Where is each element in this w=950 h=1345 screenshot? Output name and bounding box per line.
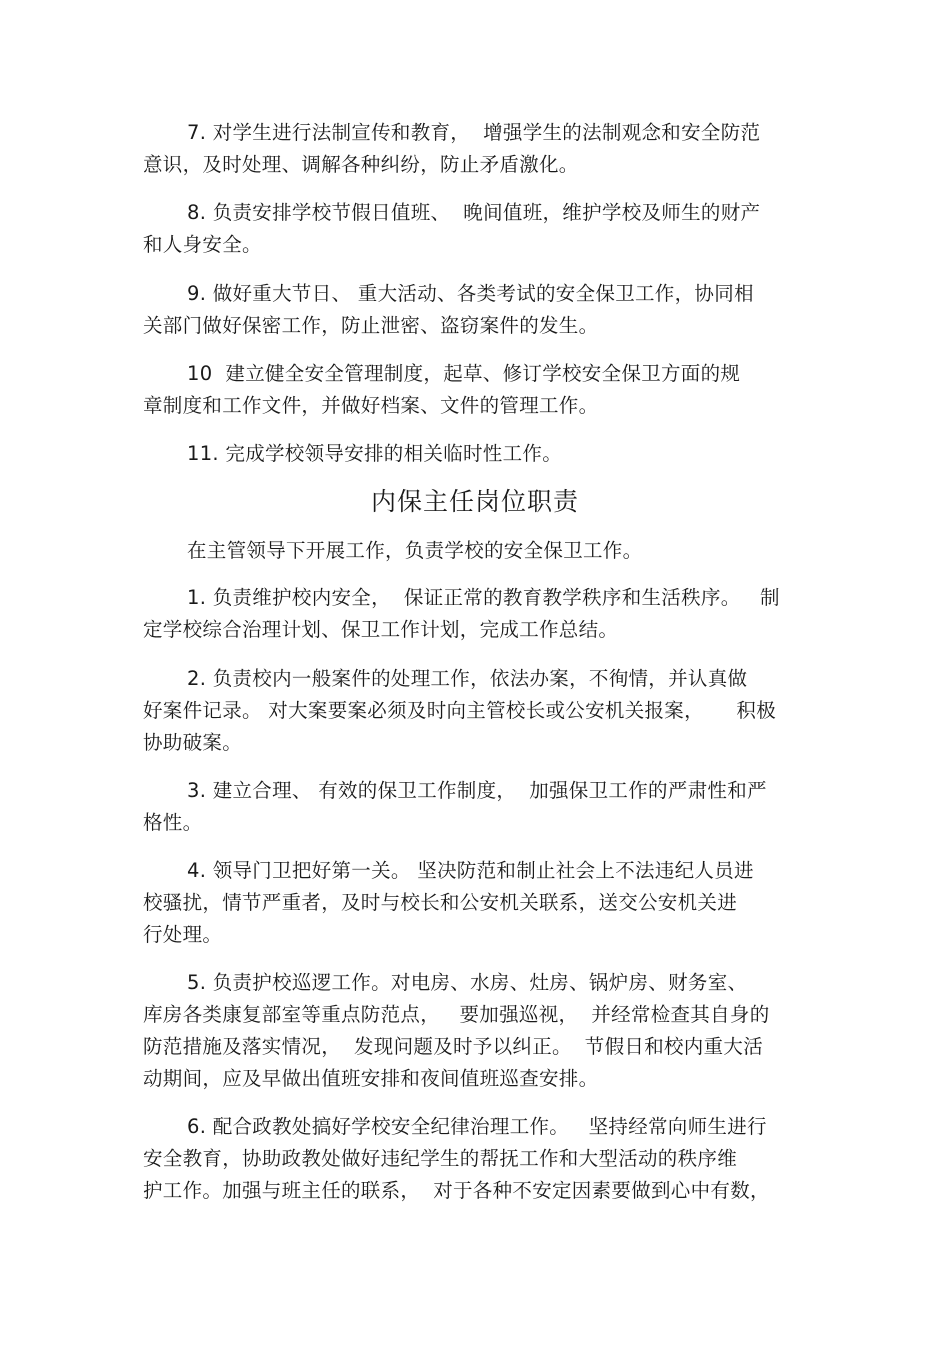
text-line: 9. 做好重大节日、 重大活动、各类考试的安全保卫工作，协同相 [187, 282, 754, 305]
paragraph-item-5 [143, 967, 813, 1095]
text-line: 3. 建立合理、 有效的保卫工作制度， 加强保卫工作的严肃性和严 [187, 779, 767, 802]
text-line: 行处理。 [143, 923, 223, 946]
paragraph-item-1 [143, 582, 813, 646]
paragraph-intro [143, 535, 813, 567]
text-line: 4. 领导门卫把好第一关。 坚决防范和制止社会上不法违纪人员进 [187, 859, 754, 882]
text-line: 10 建立健全安全管理制度，起草、修订学校安全保卫方面的规 [187, 362, 741, 385]
paragraph-item-9 [143, 278, 813, 342]
section-heading: 内保主任岗位职责 [370, 487, 579, 516]
text-line: 安全教育，协助政教处做好违纪学生的帮抚工作和大型活动的秩序维 [143, 1147, 738, 1170]
paragraph-item-10 [143, 358, 813, 422]
text-line: 定学校综合治理计划、保卫工作计划，完成工作总结。 [143, 618, 619, 641]
text-line: 校骚扰，情节严重者，及时与校长和公安机关联系，送交公安机关进 [143, 891, 738, 914]
text-line: 8. 负责安排学校节假日值班、 晚间值班，维护学校及师生的财产 [187, 201, 761, 224]
paragraph-item-2 [143, 663, 813, 759]
text-line: 章制度和工作文件，并做好档案、文件的管理工作。 [143, 394, 599, 417]
text-line: 和人身安全。 [143, 233, 262, 256]
text-line: 意识，及时处理、调解各种纠纷，防止矛盾激化。 [143, 153, 579, 176]
paragraph-item-4 [143, 855, 813, 951]
text-line: 防范措施及落实情况， 发现问题及时予以纠正。 节假日和校内重大活 [143, 1035, 763, 1058]
text-line: 库房各类康复部室等重点防范点， 要加强巡视， 并经常检查其自身的 [143, 1003, 770, 1026]
paragraph-item-3 [143, 775, 813, 839]
text-line: 协助破案。 [143, 731, 243, 754]
text-line: 好案件记录。 对大案要案必须及时向主管校长或公安机关报案， 积极 [143, 699, 776, 722]
text-line: 5. 负责护校巡逻工作。对电房、水房、灶房、锅炉房、财务室、 [187, 971, 748, 994]
paragraph-item-6 [143, 1111, 813, 1207]
text-line: 6. 配合政教处搞好学校安全纪律治理工作。 坚持经常向师生进行 [187, 1115, 767, 1138]
text-line: 1. 负责维护校内安全， 保证正常的教育教学秩序和生活秩序。 制 [187, 586, 780, 609]
text-line: 关部门做好保密工作，防止泄密、盗窃案件的发生。 [143, 314, 599, 337]
text-line: 格性。 [143, 811, 203, 834]
text-line: 护工作。加强与班主任的联系， 对于各种不安定因素要做到心中有数， [143, 1179, 770, 1202]
paragraph-item-11 [143, 438, 813, 470]
text-line: 7. 对学生进行法制宣传和教育， 增强学生的法制观念和安全防范 [187, 121, 761, 144]
text-line: 动期间，应及早做出值班安排和夜间值班巡查安排。 [143, 1067, 599, 1090]
text-line: 11. 完成学校领导安排的相关临时性工作。 [187, 442, 563, 465]
paragraph-item-8 [143, 197, 813, 261]
paragraph-item-7 [143, 117, 813, 181]
text-line: 在主管领导下开展工作，负责学校的安全保卫工作。 [187, 539, 643, 562]
text-line: 2. 负责校内一般案件的处理工作，依法办案，不徇情，并认真做 [187, 667, 748, 690]
